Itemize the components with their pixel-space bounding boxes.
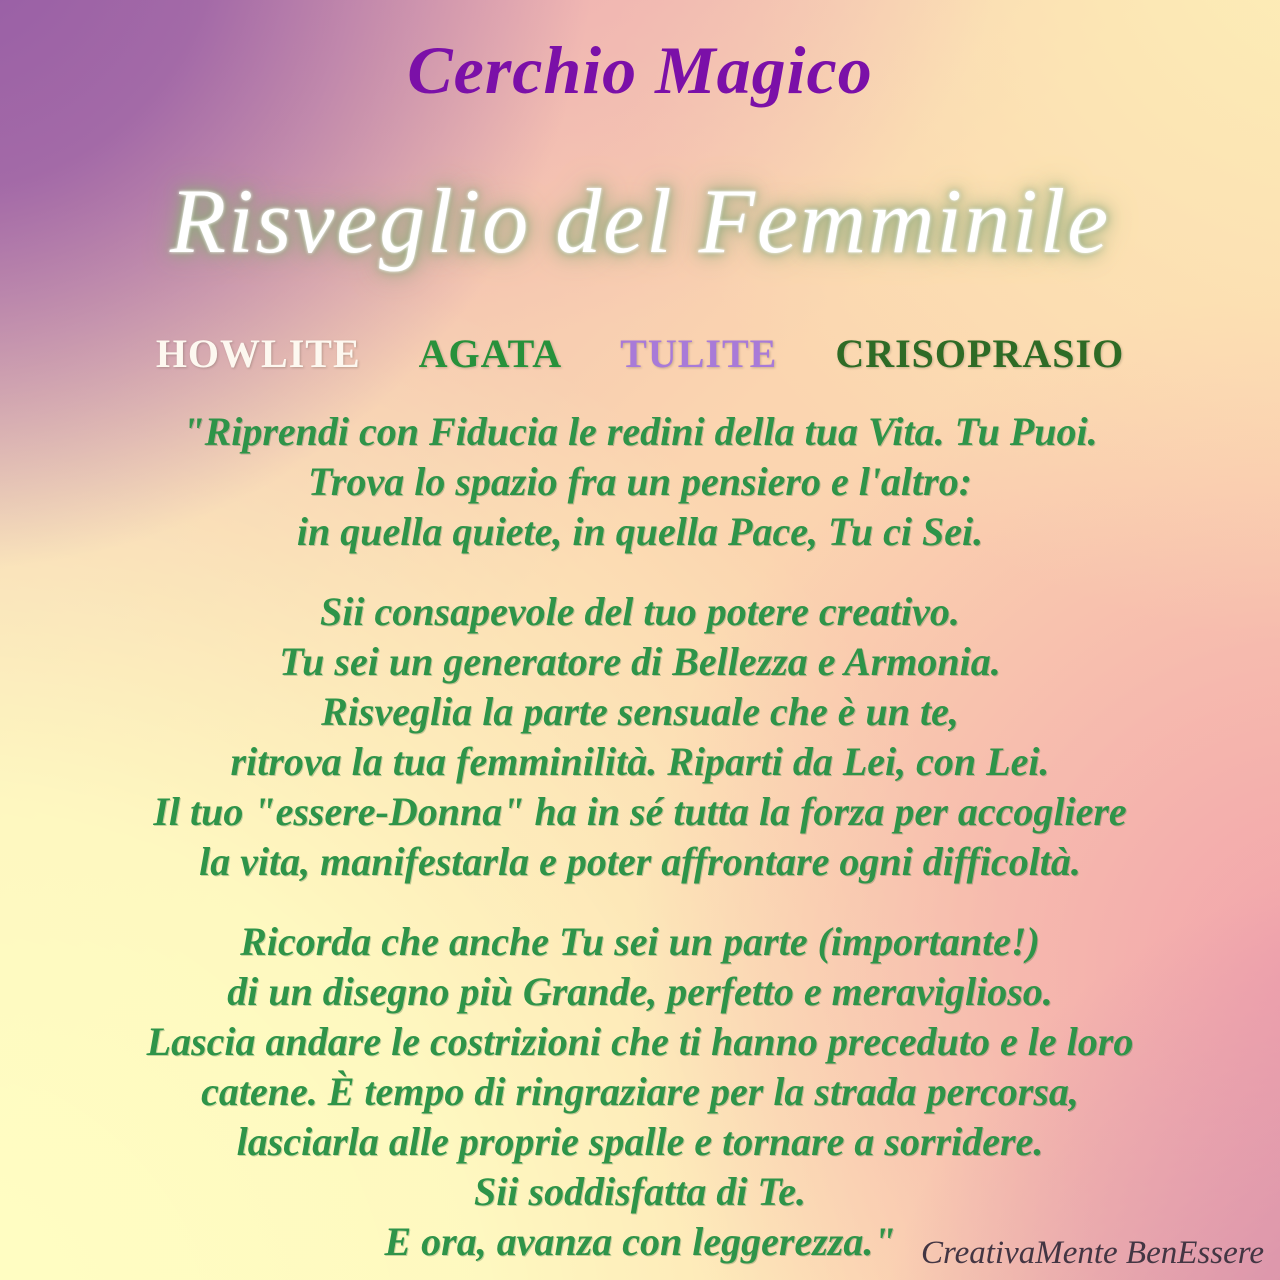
quote-line: E ora, avanza con leggerezza." [384, 1218, 896, 1264]
quote-line: Lascia andare le costrizioni che ti hanno preceduto e le loro [146, 1018, 1134, 1064]
quote-line: Risveglia la parte sensuale che è un te, [321, 688, 959, 734]
quote-line: Trova lo spazio fra un pensiero e l'altro: [307, 458, 973, 504]
quote-line: Ricorda che anche Tu sei un parte (importante!) [240, 918, 1040, 964]
quote-line: ritrova la tua femminilità. Riparti da Lei, con Lei. [230, 738, 1050, 784]
brand-title: Cerchio Magico [407, 32, 873, 108]
quote-line: Tu sei un generatore di Bellezza e Armonia. [279, 638, 1001, 684]
quote-line: in quella quiete, in quella Pace, Tu ci Sei. [296, 508, 984, 554]
signature: CreativaMente BenEssere [920, 1235, 1264, 1271]
quote-block [0, 407, 1280, 1267]
quote-line: Sii consapevole del tuo potere creativo. [320, 588, 960, 634]
quote-line: catene. È tempo di ringraziare per la strada percorsa, [201, 1068, 1079, 1114]
quote-paragraph [0, 917, 1280, 1267]
quote-line: la vita, manifestarla e poter affrontare ogni difficoltà. [199, 838, 1081, 884]
stone-label-tulite: TULITE [620, 330, 778, 376]
quote-line: Il tuo "essere-Donna" ha in sé tutta la forza per accogliere [153, 788, 1127, 834]
stone-list [0, 330, 1280, 377]
quote-line: Sii soddisfatta di Te. [474, 1168, 806, 1214]
quote-paragraph [0, 407, 1280, 557]
quote-paragraph [0, 587, 1280, 887]
stone-label-crisoprasio: CRISOPRASIO [835, 330, 1125, 376]
quote-line: lasciarla alle proprie spalle e tornare a sorridere. [236, 1118, 1044, 1164]
stone-label-howlite: HOWLITE [155, 330, 361, 376]
page-title: Risveglio del Femminile [169, 169, 1111, 272]
quote-line: di un disegno più Grande, perfetto e meraviglioso. [227, 968, 1053, 1014]
quote-line: "Riprendi con Fiducia le redini della tua Vita. Tu Puoi. [182, 408, 1098, 454]
stone-label-agata: AGATA [418, 330, 563, 376]
